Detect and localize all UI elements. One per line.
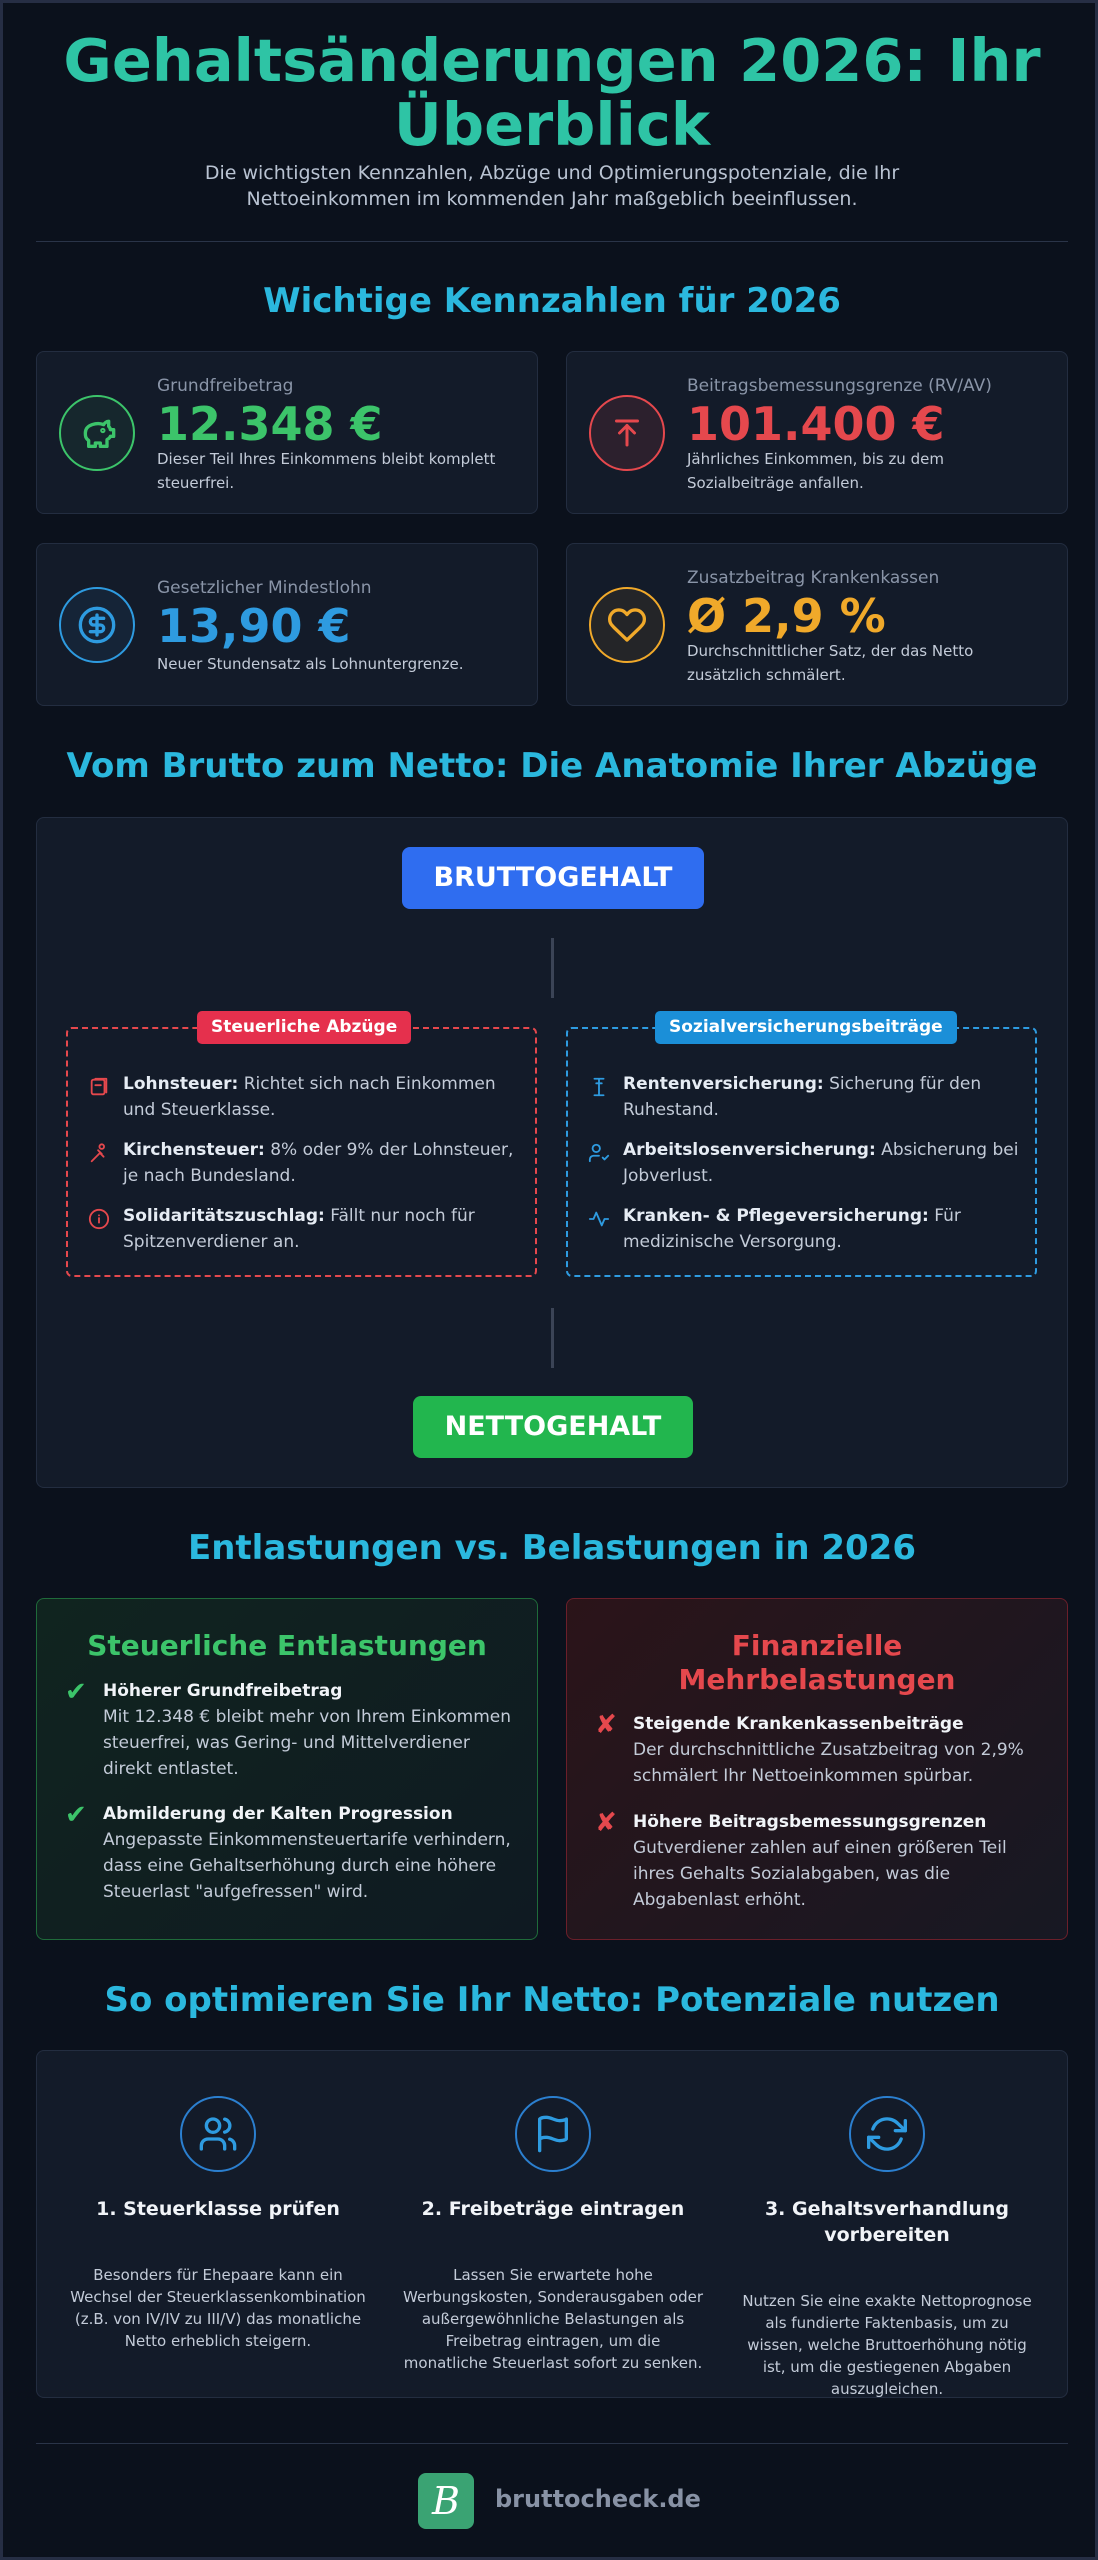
site-logo[interactable]: B — [418, 2473, 474, 2529]
page-title: Gehaltsänderungen 2026: Ihr Überblick — [63, 26, 1041, 159]
tip-title: 2. Freibeträge eintragen — [421, 2198, 685, 2220]
refresh-icon — [849, 2096, 925, 2172]
tip-description: Nutzen Sie eine exakte Nettoprognose als fundierte Faktenbasis, um zu wissen, welche Bruttoerhöhung nötig ist, um die gestiegenen Abgaben auszugleichen. — [742, 2292, 1032, 2398]
sozial-tag: Sozialversicherungsbeiträge — [655, 1011, 957, 1044]
page-subtitle: Die wichtigsten Kennzahlen, Abzüge und Optimierungspotenziale, die Ihr Nettoeinkommen im kommenden Jahr maßgeblich beeinflussen. — [204, 162, 900, 210]
tip-description: Besonders für Ehepaare kann ein Wechsel der Steuerklassenkombination (z.B. von IV/IV zu III/V) das monatliche Netto erheblich steigern. — [70, 2266, 366, 2350]
steuer-group — [66, 1017, 537, 1277]
stat-description: Dieser Teil Ihres Einkommens bleibt komplett steuerfrei. — [157, 450, 496, 492]
stat-value: Ø 2,9 % — [687, 589, 886, 643]
dollar-icon — [59, 587, 135, 663]
belastung-item: Höhere Beitragsbemessungsgrenzen Gutverdiener zahlen auf einen größeren Teil ihres Gehalts Sozialabgaben, was die Abgabenlast erhöht. — [633, 1812, 1007, 1910]
stat-description: Jährliches Einkommen, bis zu dem Sozialbeiträge anfallen. — [687, 450, 944, 492]
stat-card-zusatzbeitrag — [566, 543, 1068, 706]
connector-line — [551, 938, 554, 998]
stat-label: Grundfreibetrag — [157, 376, 294, 396]
church-icon — [88, 1142, 110, 1164]
activity-icon — [588, 1208, 610, 1230]
info-icon — [88, 1208, 110, 1230]
stat-value: 12.348 € — [157, 397, 383, 451]
sozial-group — [566, 1017, 1037, 1277]
flag-icon — [515, 2096, 591, 2172]
tip-steuerklasse — [68, 2096, 368, 2376]
kennzahlen-title: Wichtige Kennzahlen für 2026 — [263, 281, 841, 321]
stat-label: Gesetzlicher Mindestlohn — [157, 578, 372, 598]
users-icon — [180, 2096, 256, 2172]
pillar-icon — [588, 1076, 610, 1098]
footer-divider — [36, 2443, 1068, 2444]
cross-icon: ✘ — [595, 1808, 617, 1838]
belastung-box — [566, 1598, 1068, 1940]
entlastung-title: Steuerliche Entlastungen — [87, 1629, 487, 1662]
anatomie-title: Vom Brutto zum Netto: Die Anatomie Ihrer Abzüge — [66, 746, 1038, 786]
arrow-up-icon — [589, 395, 665, 471]
sozial-item: Kranken- & Pflegeversicherung: Für medizinische Versorgung. — [623, 1206, 961, 1252]
piggy-bank-icon — [59, 395, 135, 471]
heart-icon — [589, 587, 665, 663]
entlastung-item: Höherer Grundfreibetrag Mit 12.348 € bleibt mehr von Ihrem Einkommen steuerfrei, was Gering- und Mittelverdiener direkt entlastet. — [103, 1681, 512, 1779]
optimierung-title: So optimieren Sie Ihr Netto: Potenziale nutzen — [104, 1980, 1000, 2020]
anatomie-panel — [36, 817, 1068, 1488]
stat-card-beitragsbemessungsgrenze — [566, 351, 1068, 514]
receipt-icon — [88, 1076, 110, 1098]
stat-value: 101.400 € — [687, 397, 945, 451]
check-icon: ✔ — [65, 1677, 87, 1707]
steuer-item: Kirchensteuer: 8% oder 9% der Lohnsteuer, je nach Bundesland. — [123, 1140, 514, 1186]
sozial-item: Arbeitslosenversicherung: Absicherung bei Jobverlust. — [623, 1140, 1019, 1186]
user-check-icon — [588, 1142, 610, 1164]
check-icon: ✔ — [65, 1800, 87, 1830]
tip-description: Lassen Sie erwartete hohe Werbungskosten, Sonderausgaben oder außergewöhnliche Belastungen als Freibetrag eintragen, um die monatliche Steuerlast sofort zu senken. — [403, 2266, 703, 2372]
tip-title: 3. Gehaltsverhandlung vorbereiten — [764, 2198, 1010, 2246]
stat-description: Durchschnittlicher Satz, der das Netto zusätzlich schmälert. — [687, 642, 974, 684]
steuer-item: Lohnsteuer: Richtet sich nach Einkommen und Steuerklasse. — [123, 1074, 496, 1120]
stat-card-mindestlohn — [36, 543, 538, 706]
site-link[interactable]: bruttocheck.de — [495, 2485, 701, 2513]
tip-gehaltsverhandlung — [737, 2096, 1037, 2398]
belastung-title: Finanzielle Mehrbelastungen — [678, 1629, 956, 1696]
stat-value: 13,90 € — [157, 599, 351, 653]
stat-label: Zusatzbeitrag Krankenkassen — [687, 568, 940, 588]
divider — [36, 241, 1068, 242]
stat-description: Neuer Stundensatz als Lohnuntergrenze. — [157, 655, 464, 673]
brutto-badge: BRUTTOGEHALT — [402, 847, 704, 909]
cross-icon: ✘ — [595, 1710, 617, 1740]
steuer-item: Solidaritätszuschlag: Fällt nur noch für Spitzenverdiener an. — [123, 1206, 475, 1252]
optimierung-panel — [36, 2050, 1068, 2398]
connector-line — [551, 1308, 554, 1368]
steuer-tag: Steuerliche Abzüge — [197, 1011, 411, 1044]
vergleich-title: Entlastungen vs. Belastungen in 2026 — [187, 1528, 916, 1568]
stat-card-grundfreibetrag — [36, 351, 538, 514]
sozial-item: Rentenversicherung: Sicherung für den Ruhestand. — [623, 1074, 982, 1120]
belastung-item: Steigende Krankenkassenbeiträge Der durchschnittliche Zusatzbeitrag von 2,9% schmälert Ihr Nettoeinkommen spürbar. — [633, 1714, 1024, 1786]
netto-badge: NETTOGEHALT — [413, 1396, 693, 1458]
tip-title: 1. Steuerklasse prüfen — [96, 2198, 340, 2220]
tip-freibetraege — [403, 2096, 703, 2376]
entlastung-box — [36, 1598, 538, 1940]
stat-label: Beitragsbemessungsgrenze (RV/AV) — [687, 376, 992, 396]
entlastung-item: Abmilderung der Kalten Progression Angepasste Einkommensteuertarife verhindern, dass eine Gehaltserhöhung durch eine höhere Steuerlast "aufgefressen" wird. — [103, 1804, 511, 1902]
